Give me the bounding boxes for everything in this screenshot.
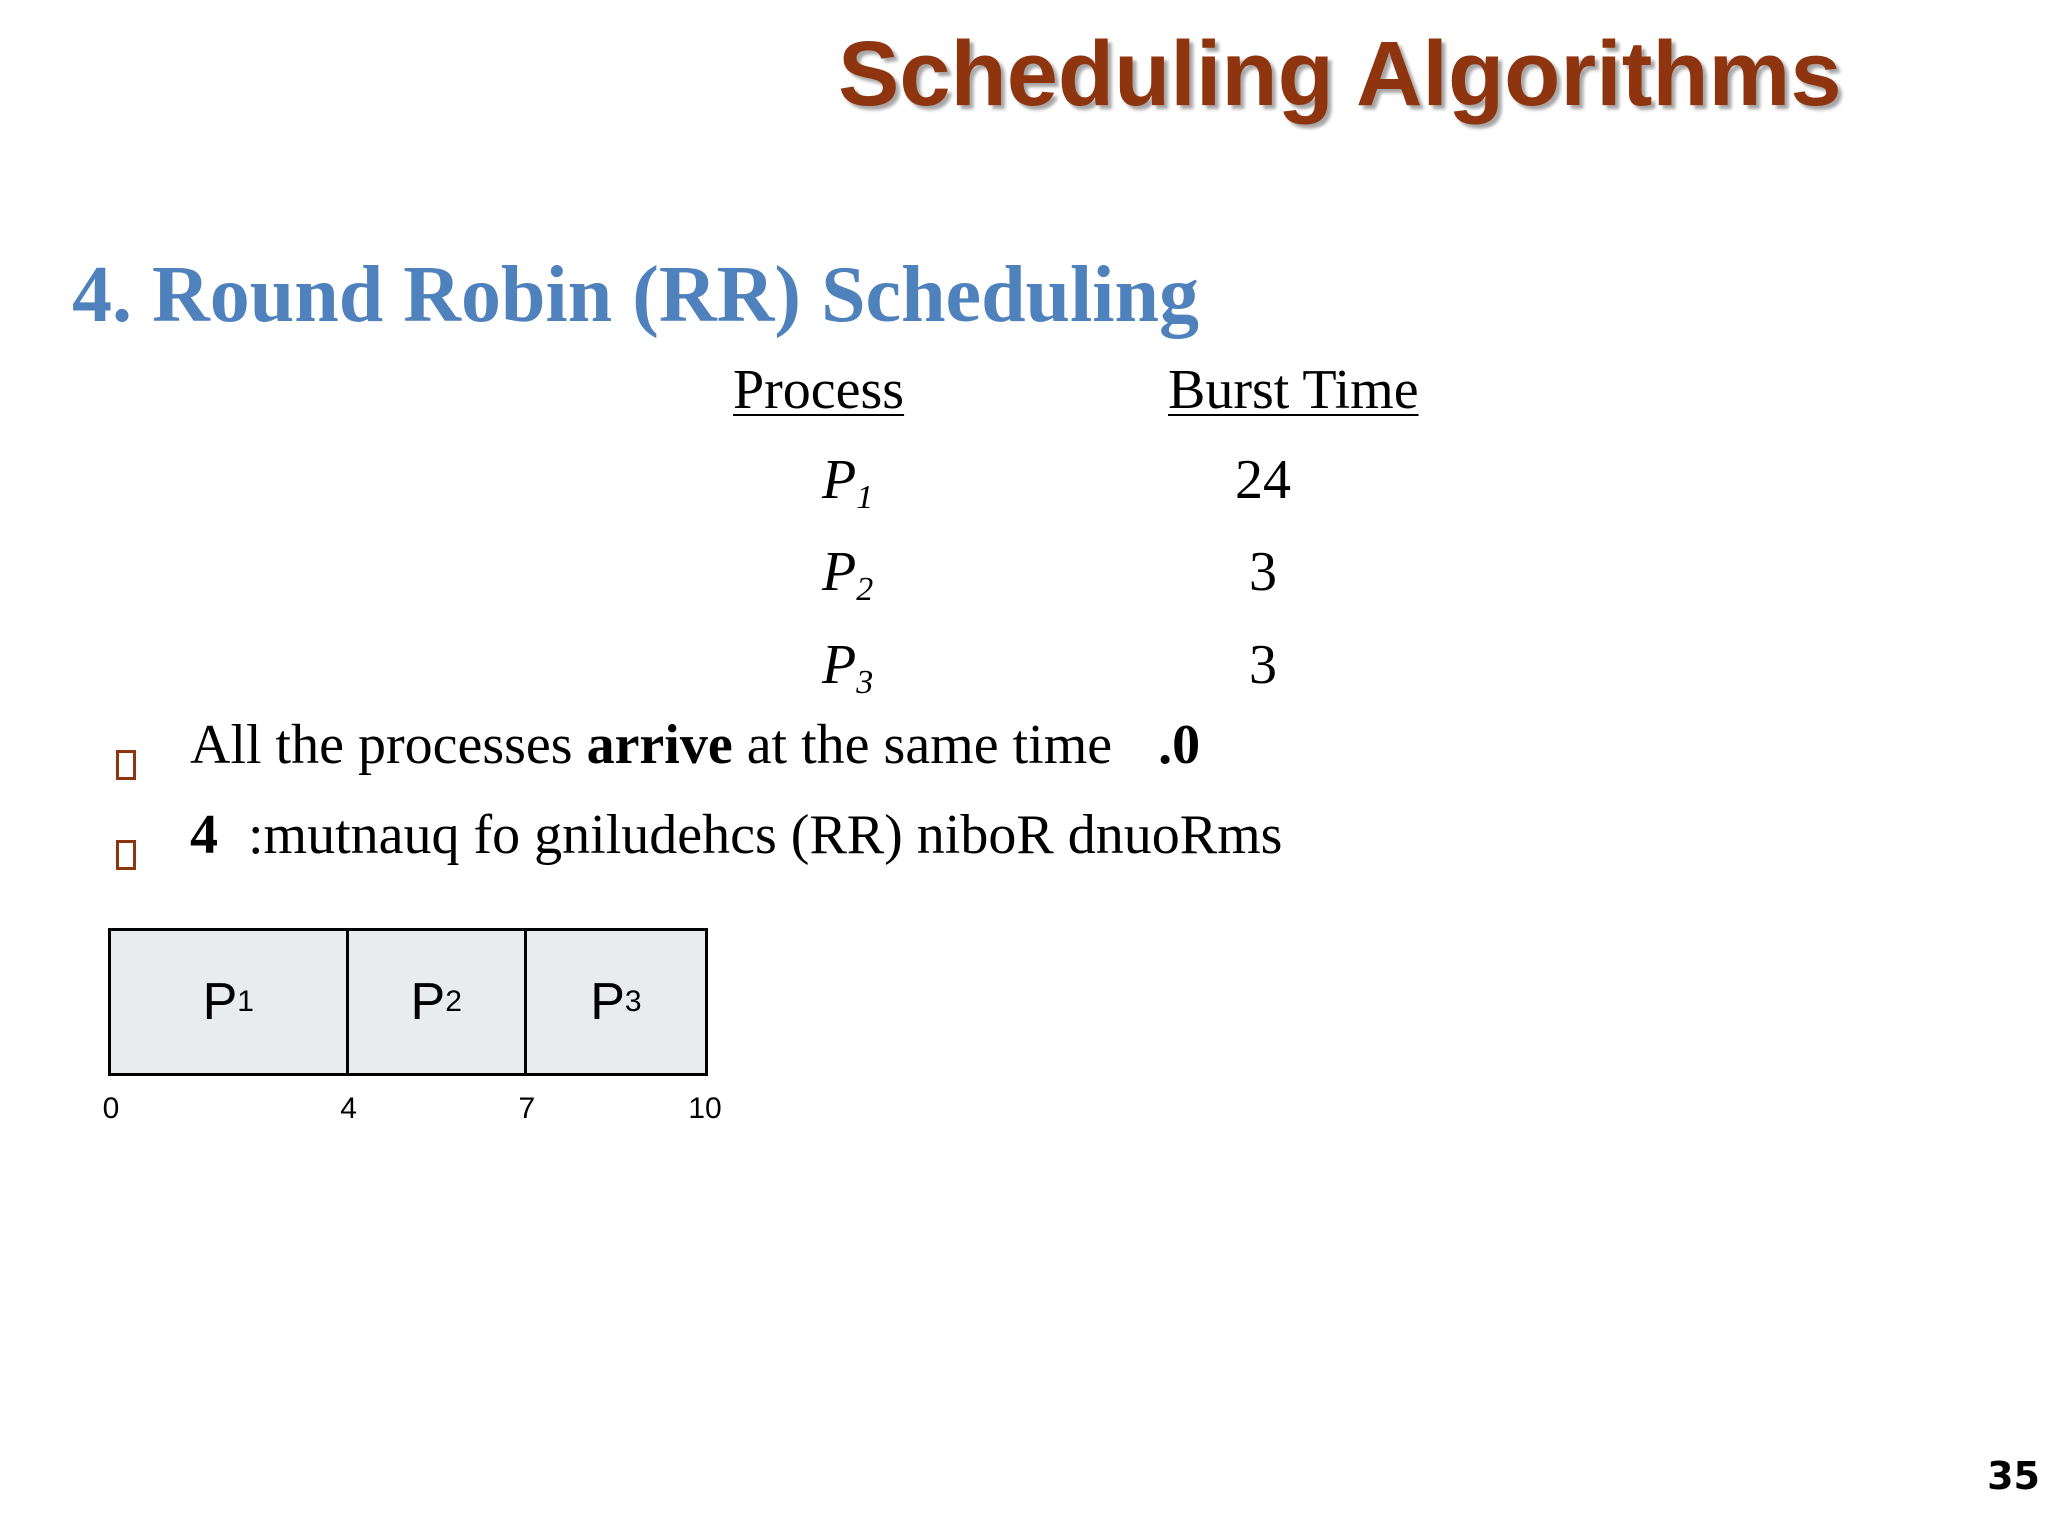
- table-row-process: $P_3$: [822, 634, 874, 701]
- table-row-burst: 3: [1249, 541, 1277, 603]
- table-row-burst: 24: [1235, 449, 1291, 511]
- gantt-chart: [108, 928, 708, 1076]
- table-row-burst: 3: [1249, 634, 1277, 696]
- gantt-tick-label: 0: [102, 1092, 120, 1125]
- slide-title: Scheduling Algorithms: [838, 23, 1842, 125]
- table-row-process: $P_2$: [822, 541, 874, 608]
- bullet-item-quantum: 4 :mutnauq fo gniludehcs (RR) niboR dnuoRms: [190, 804, 1283, 866]
- gantt-segment: [527, 931, 705, 1073]
- gantt-tick-label: 7: [518, 1092, 536, 1125]
- table-header-burst-time: Burst Time: [1168, 359, 1419, 421]
- gantt-segment: [349, 931, 527, 1073]
- gantt-segment-subscript: 1: [237, 985, 254, 1018]
- gantt-segment-subscript: 3: [624, 985, 642, 1018]
- page-number: 35: [1987, 1454, 2040, 1498]
- gantt-tick-label: 4: [340, 1092, 357, 1125]
- gantt-tick-label: 10: [688, 1092, 722, 1125]
- gantt-segment-label: P: [590, 973, 625, 1031]
- bullet-item-arrival: All the processes arrive at the same time .0: [190, 714, 1201, 776]
- bullet-square-icon: [116, 840, 136, 870]
- section-heading: 4. Round Robin (RR) Scheduling: [72, 251, 1199, 339]
- gantt-segment-label: P: [202, 973, 238, 1031]
- table-row-process: $P_1$: [822, 449, 874, 516]
- gantt-segment: [111, 931, 349, 1073]
- gantt-segment-subscript: 2: [445, 985, 462, 1018]
- table-header-process: Process: [733, 359, 905, 421]
- gantt-segment-label: P: [410, 973, 446, 1031]
- bullet-square-icon: [116, 750, 136, 780]
